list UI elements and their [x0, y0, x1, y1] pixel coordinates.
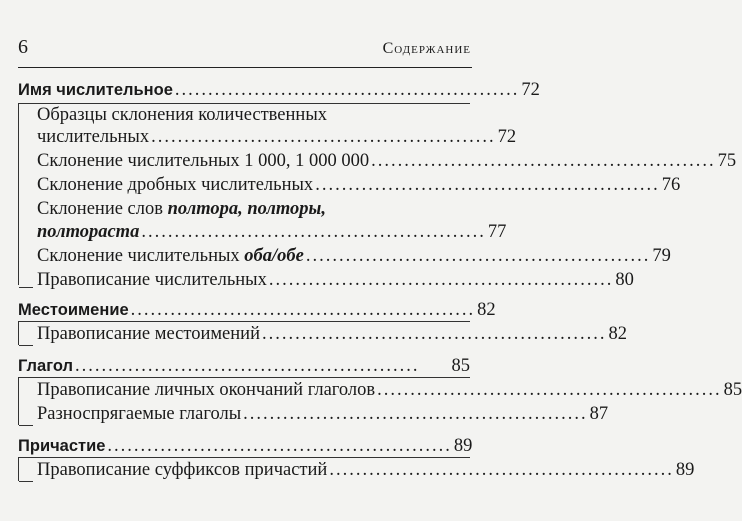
- toc-entry[interactable]: [37, 151, 737, 171]
- section-divider: [18, 321, 470, 322]
- toc-page-number: 85: [723, 380, 742, 400]
- toc-section-numeral[interactable]: [18, 80, 540, 100]
- toc-leader-dots: ....................................................: [268, 270, 614, 290]
- section-divider: [18, 103, 470, 104]
- section-left-bar: [18, 377, 19, 425]
- toc-section-verb[interactable]: [18, 356, 470, 376]
- toc-entry-title-plain: Склонение числительных: [37, 246, 245, 266]
- toc-section-pronoun[interactable]: [18, 300, 496, 320]
- toc-entry[interactable]: [37, 324, 627, 344]
- toc-entry[interactable]: [37, 380, 742, 400]
- toc-leader-dots: ....................................................: [151, 127, 496, 147]
- toc-entry-title: Правописание личных окончаний глаголов: [37, 380, 376, 400]
- toc-page-number: 82: [608, 324, 627, 344]
- toc-entry-title: Склонение числительных 1 000, 1 000 000: [37, 151, 370, 171]
- toc-page-number: 89: [453, 436, 473, 456]
- toc-page-number: 76: [661, 175, 681, 195]
- toc-entry-line[interactable]: [37, 199, 326, 219]
- toc-entry[interactable]: [37, 127, 517, 147]
- toc-section-title: Глагол: [18, 357, 73, 375]
- toc-page-number: 72: [497, 127, 517, 147]
- toc-entry[interactable]: [37, 222, 507, 242]
- toc-page-number: 87: [589, 404, 609, 424]
- section-end-mark: [19, 481, 33, 482]
- toc-entry-title: Склонение слов: [37, 199, 168, 219]
- toc-section-participle[interactable]: [18, 436, 473, 456]
- toc-page-number: 79: [652, 246, 671, 266]
- toc-leader-dots: ....................................................: [315, 175, 660, 195]
- toc-leader-dots: ....................................................: [305, 246, 651, 266]
- toc-leader-dots: ....................................................: [130, 300, 476, 320]
- toc-leader-dots: ....................................................: [371, 151, 716, 171]
- toc-leader-dots: ....................................................: [329, 460, 674, 480]
- toc-entry-title: Правописание местоимений: [37, 324, 260, 344]
- toc-entry-title: Правописание числительных: [37, 270, 267, 290]
- page-number: 6: [18, 36, 28, 58]
- toc-page-number: 72: [521, 80, 540, 100]
- toc-leader-dots: ....................................................: [243, 404, 588, 424]
- toc-entry[interactable]: [37, 460, 695, 480]
- section-end-mark: [19, 425, 33, 426]
- toc-section-title: Имя числительное: [18, 81, 173, 99]
- toc-leader-dots: ....................................................: [377, 380, 722, 400]
- toc-leader-dots: ....................................................: [75, 356, 420, 376]
- toc-entry-emphasis: оба/обе: [244, 246, 304, 266]
- toc-entry-title: Разноспрягаемые глаголы: [37, 404, 242, 424]
- toc-entry-emphasis: полтора, полторы,: [167, 199, 327, 219]
- toc-entry-title: Склонение дробных числительных: [37, 175, 314, 195]
- toc-page-number: 75: [717, 151, 737, 171]
- toc-leader-dots: ....................................................: [174, 80, 520, 100]
- toc-page-number: 82: [477, 300, 496, 320]
- section-left-bar: [18, 457, 19, 481]
- header-rule: [18, 67, 472, 68]
- toc-leader-dots: ....................................................: [107, 436, 452, 456]
- toc-section-title: Причастие: [18, 437, 106, 455]
- section-divider: [18, 377, 470, 378]
- toc-entry-title: Правописание суффиксов причастий: [37, 460, 328, 480]
- running-header: Содержание: [382, 40, 471, 57]
- toc-page-number: 85: [451, 356, 470, 376]
- toc-entry[interactable]: [37, 270, 634, 290]
- toc-page-number: 89: [675, 460, 695, 480]
- section-left-bar: [18, 321, 19, 345]
- section-end-mark: [19, 345, 33, 346]
- toc-entry[interactable]: [37, 404, 609, 424]
- section-end-mark: [19, 287, 33, 288]
- section-divider: [18, 457, 470, 458]
- toc-section-title: Местоимение: [18, 301, 129, 319]
- toc-entry-line[interactable]: Образцы склонения количественных: [37, 105, 328, 125]
- toc-entry[interactable]: [37, 175, 681, 195]
- toc-leader-dots: ....................................................: [141, 222, 486, 242]
- toc-entry-title: числительных: [37, 127, 150, 147]
- section-left-bar: [18, 103, 19, 285]
- toc-page-number: 80: [615, 270, 634, 290]
- toc-entry-emphasis: полтораста: [37, 222, 140, 242]
- toc-page-number: 77: [487, 222, 507, 242]
- toc-leader-dots: ....................................................: [261, 324, 607, 344]
- toc-entry-title: [37, 246, 304, 266]
- toc-entry[interactable]: [37, 246, 671, 266]
